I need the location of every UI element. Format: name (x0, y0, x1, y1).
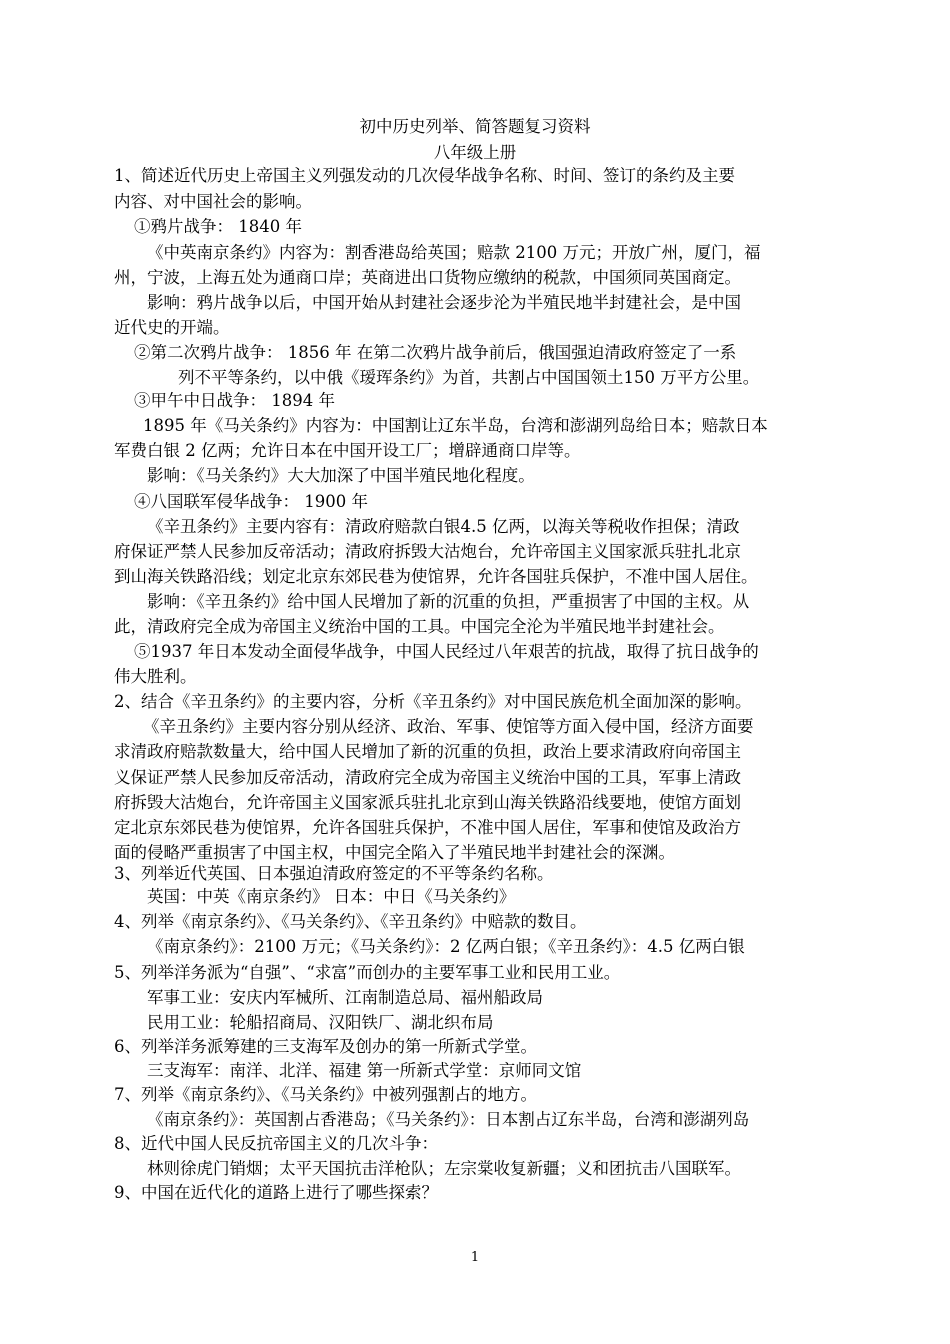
nanjing-treaty-line-1: 《中英南京条约》内容为：割香港岛给英国；赔款 2100 万元；开放广州，厦门，福 (147, 243, 761, 262)
nanjing-treaty-line-2: 州，宁波，上海五处为通商口岸；英商进出口货物应缴纳的税款，中国须同英国商定。 (114, 268, 741, 287)
opium-war-heading: ①鸦片战争： 1840 年 (134, 217, 302, 236)
answer-2-line-3: 义保证严禁人民参加反帝活动，清政府完全成为帝国主义统治中国的工具，军事上清政 (114, 768, 741, 787)
question-6: 6、列举洋务派筹建的三支海军及创办的第一所新式学堂。 (114, 1037, 537, 1056)
answer-2-line-1: 《辛丑条约》主要内容分别从经济、政治、军事、使馆等方面入侵中国，经济方面要 (143, 717, 754, 736)
question-2: 2、结合《辛丑条约》的主要内容，分析《辛丑条约》对中国民族危机全面加深的影响。 (114, 692, 752, 711)
maguan-treaty-line-2: 军费白银 2 亿两；允许日本在中国开设工厂；增辟通商口岸等。 (114, 441, 581, 460)
document-subtitle: 八年级上册 (433, 143, 517, 162)
answer-5-civilian: 民用工业：轮船招商局、汉阳铁厂、湖北织布局 (147, 1013, 494, 1032)
answer-2-line-2: 求清政府赔款数量大，给中国人民增加了新的沉重的负担，政治上要求清政府向帝国主 (114, 742, 741, 761)
sino-japanese-war-heading: ③甲午中日战争： 1894 年 (134, 391, 335, 410)
answer-8: 林则徐虎门销烟；太平天国抗击洋枪队；左宗棠收复新疆；义和团抗击八国联军。 (147, 1159, 741, 1178)
eight-nation-war-heading: ④八国联军侵华战争： 1900 年 (134, 492, 368, 511)
xinchou-treaty-line-1: 《辛丑条约》主要内容有：清政府赔款白银4.5 亿两，以海关等税收作担保；清政 (147, 517, 740, 536)
question-1-line-2: 内容、对中国社会的影响。 (114, 192, 312, 211)
question-4: 4、列举《南京条约》、《马关条约》、《辛丑条约》中赔款的数目。 (114, 912, 587, 931)
second-opium-war-line-2: 列不平等条约，以中俄《瑷珲条约》为首，共割占中国国领土150 万平方公里。 (178, 368, 760, 387)
opium-war-impact-line-1: 影响：鸦片战争以后，中国开始从封建社会逐步沦为半殖民地半封建社会，是中国 (147, 293, 741, 312)
maguan-treaty-line-1: 1895 年《马关条约》内容为：中国割让辽东半岛，台湾和澎湖列岛给日本；赔款日本 (143, 416, 768, 435)
question-8: 8、近代中国人民反抗帝国主义的几次斗争： (114, 1134, 438, 1153)
question-9: 9、中国在近代化的道路上进行了哪些探索？ (114, 1183, 438, 1202)
document-title: 初中历史列举、简答题复习资料 (359, 117, 591, 136)
anti-japanese-war-line-1: ⑤1937 年日本发动全面侵华战争，中国人民经过八年艰苦的抗战，取得了抗日战争的 (134, 642, 759, 661)
question-1-line-1: 1、简述近代历史上帝国主义列强发动的几次侵华战争名称、时间、签订的条约及主要 (114, 166, 735, 185)
question-3: 3、列举近代英国、日本强迫清政府签定的不平等条约名称。 (114, 864, 554, 883)
answer-2-line-6: 面的侵略严重损害了中国主权，中国完全陷入了半殖民地半封建社会的深渊。 (114, 843, 675, 862)
answer-7: 《南京条约》：英国割占香港岛；《马关条约》：日本割占辽东半岛，台湾和澎湖列岛 (147, 1110, 750, 1129)
xinchou-impact-line-1: 影响：《辛丑条约》给中国人民增加了新的沉重的负担，严重损害了中国的主权。从 (147, 592, 750, 611)
answer-5-military: 军事工业：安庆内军械所、江南制造总局、福州船政局 (147, 988, 543, 1007)
answer-4: 《南京条约》：2100 万元；《马关条约》：2 亿两白银；《辛丑条约》：4.5 亿两白银 (147, 937, 745, 956)
anti-japanese-war-line-2: 伟大胜利。 (114, 667, 197, 686)
answer-2-line-5: 定北京东郊民巷为使馆界，允许各国驻兵保护，不准中国人居住，军事和使馆及政治方 (114, 818, 741, 837)
page-number: 1 (470, 1250, 480, 1265)
maguan-treaty-impact: 影响：《马关条约》大大加深了中国半殖民地化程度。 (147, 466, 535, 485)
question-5: 5、列举洋务派为“自强”、“求富”而创办的主要军事工业和民用工业。 (114, 963, 621, 982)
xinchou-impact-line-2: 此，清政府完全成为帝国主义统治中国的工具。中国完全沦为半殖民地半封建社会。 (114, 617, 725, 636)
answer-3: 英国：中英《南京条约》 日本：中日《马关条约》 (147, 887, 516, 906)
xinchou-treaty-line-2: 府保证严禁人民参加反帝活动；清政府拆毁大沽炮台，允许帝国主义国家派兵驻扎北京 (114, 542, 741, 561)
answer-6: 三支海军：南洋、北洋、福建 第一所新式学堂：京师同文馆 (147, 1061, 582, 1080)
xinchou-treaty-line-3: 到山海关铁路沿线；划定北京东郊民巷为使馆界，允许各国驻兵保护，不准中国人居住。 (114, 567, 758, 586)
question-7: 7、列举《南京条约》、《马关条约》中被列强割占的地方。 (114, 1085, 537, 1104)
second-opium-war-line-1: ②第二次鸦片战争： 1856 年 在第二次鸦片战争前后，俄国强迫清政府签定了一系 (134, 343, 737, 362)
answer-2-line-4: 府拆毁大沽炮台，允许帝国主义国家派兵驻扎北京到山海关铁路沿线要地，使馆方面划 (114, 793, 741, 812)
opium-war-impact-line-2: 近代史的开端。 (114, 318, 230, 337)
